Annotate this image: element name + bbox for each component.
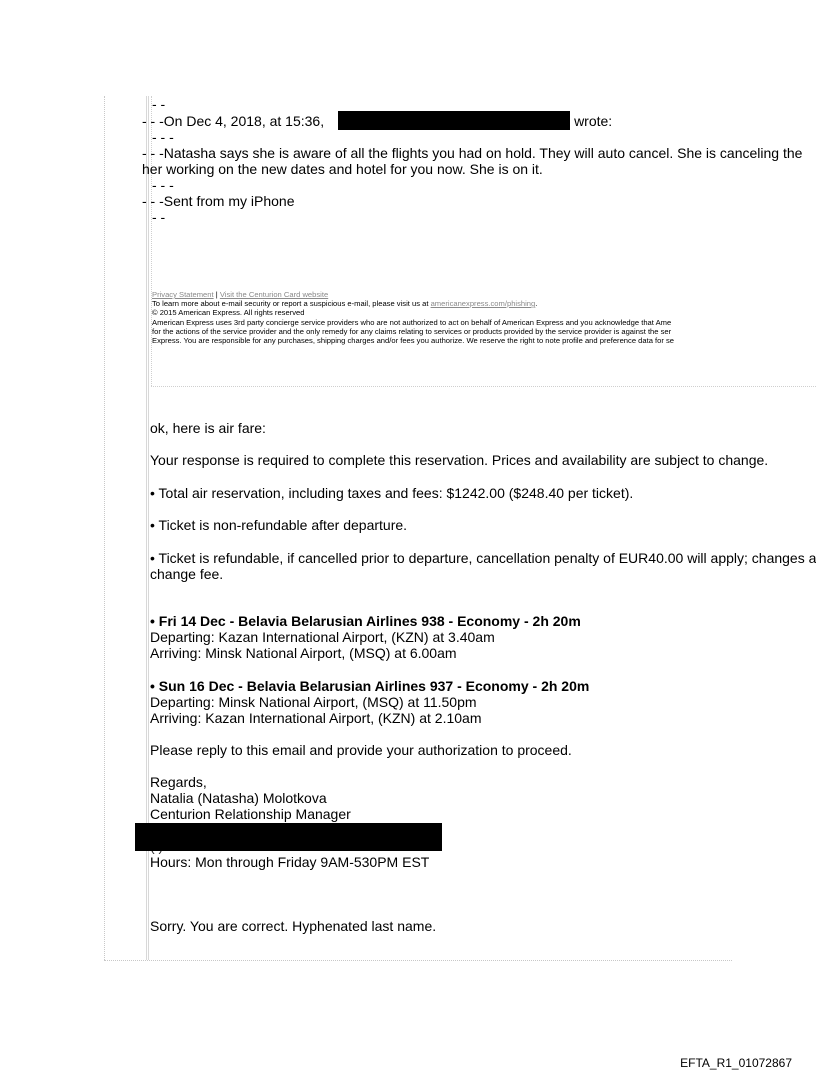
quote-line-natasha: - - -Natasha says she is aware of all the flights you had on hold. They will auto cancel. She is canceling the <box>142 145 803 161</box>
bullet-total: • Total air reservation, including taxes and fees: $1242.00 ($248.40 per ticket). <box>150 485 634 501</box>
amex-footer-links <box>152 290 328 299</box>
quote-frame-bottom <box>104 960 732 961</box>
quote-line-on-date: - - -On Dec 4, 2018, at 15:36, <box>142 113 325 129</box>
quote-line-dash: - - <box>152 209 166 225</box>
quote-frame-left <box>104 96 105 960</box>
signature-hours: Hours: Mon through Friday 9AM-530PM EST <box>150 854 430 870</box>
quote-line-sent-from: - - -Sent from my iPhone <box>142 193 295 209</box>
security-line-period: . <box>535 299 538 308</box>
redaction-sender <box>338 111 570 130</box>
bullet-refundable: • Ticket is refundable, if cancelled prior to departure, cancellation penalty of EUR40.00 will apply; changes a <box>150 550 816 566</box>
disclaimer-line-1: American Express uses 3rd party concierge service providers who are not authorized to act on behalf of American Express and you acknowledge that Ame <box>152 318 672 327</box>
flight-2-departing: Departing: Minsk National Airport, (MSQ) at 11.50pm <box>150 694 477 710</box>
redaction-phone <box>135 823 442 851</box>
flight-2-arriving: Arriving: Kazan International Airport, (KZN) at 2.10am <box>150 710 482 726</box>
reply-message: Sorry. You are correct. Hyphenated last name. <box>150 918 437 934</box>
regards: Regards, <box>150 774 207 790</box>
quote-line-natasha-cont: her working on the new dates and hotel for you now. She is on it. <box>142 161 543 177</box>
flight-2-heading: • Sun 16 Dec - Belavia Belarusian Airlines 937 - Economy - 2h 20m <box>150 678 590 694</box>
quote-line-dash: - - - <box>152 177 174 193</box>
bullet-refundable-cont: change fee. <box>150 566 224 582</box>
quote-line-dash: - - - <box>152 129 174 145</box>
copyright-text: © 2015 American Express. All rights reserved <box>152 308 305 317</box>
flight-1-heading: • Fri 14 Dec - Belavia Belarusian Airlines 938 - Economy - 2h 20m <box>150 613 581 629</box>
quote-line-dash: - - <box>152 96 166 112</box>
reply-request: Please reply to this email and provide your authorization to proceed. <box>150 742 572 758</box>
bullet-nonrefundable: • Ticket is non-refundable after departure. <box>150 517 408 533</box>
disclaimer-line-2: for the actions of the service provider and the only remedy for any claims relating to services or products provided by the service provider is against the ser <box>152 327 672 336</box>
centurion-website-link[interactable]: Visit the Centurion Card website <box>219 290 329 299</box>
security-line-text: To learn more about e-mail security or report a suspicious e-mail, please visit us at <box>152 299 429 308</box>
inner-quote-bottom <box>151 386 816 387</box>
document-id: EFTA_R1_01072867 <box>680 1056 792 1070</box>
disclaimer-line-3: Express. You are responsible for any purchases, shipping charges and/or fees you authorize. We reserve the right to note profile and preference data for se <box>152 336 675 345</box>
signature-name: Natalia (Natasha) Molotkova <box>150 790 327 806</box>
security-line <box>152 299 537 308</box>
signature-title: Centurion Relationship Manager <box>150 806 351 822</box>
flight-1-departing: Departing: Kazan International Airport, (KZN) at 3.40am <box>150 629 495 645</box>
message-intro: ok, here is air fare: <box>150 420 266 436</box>
privacy-statement-link[interactable]: Privacy Statement <box>152 290 214 299</box>
quote-line-wrote: > wrote: <box>562 113 613 129</box>
phishing-link[interactable]: americanexpress.com/phishing <box>430 299 536 308</box>
message-required: Your response is required to complete this reservation. Prices and availability are subject to change. <box>150 452 769 468</box>
flight-1-arriving: Arriving: Minsk National Airport, (MSQ) at 6.00am <box>150 645 457 661</box>
link-separator: | <box>215 290 218 299</box>
